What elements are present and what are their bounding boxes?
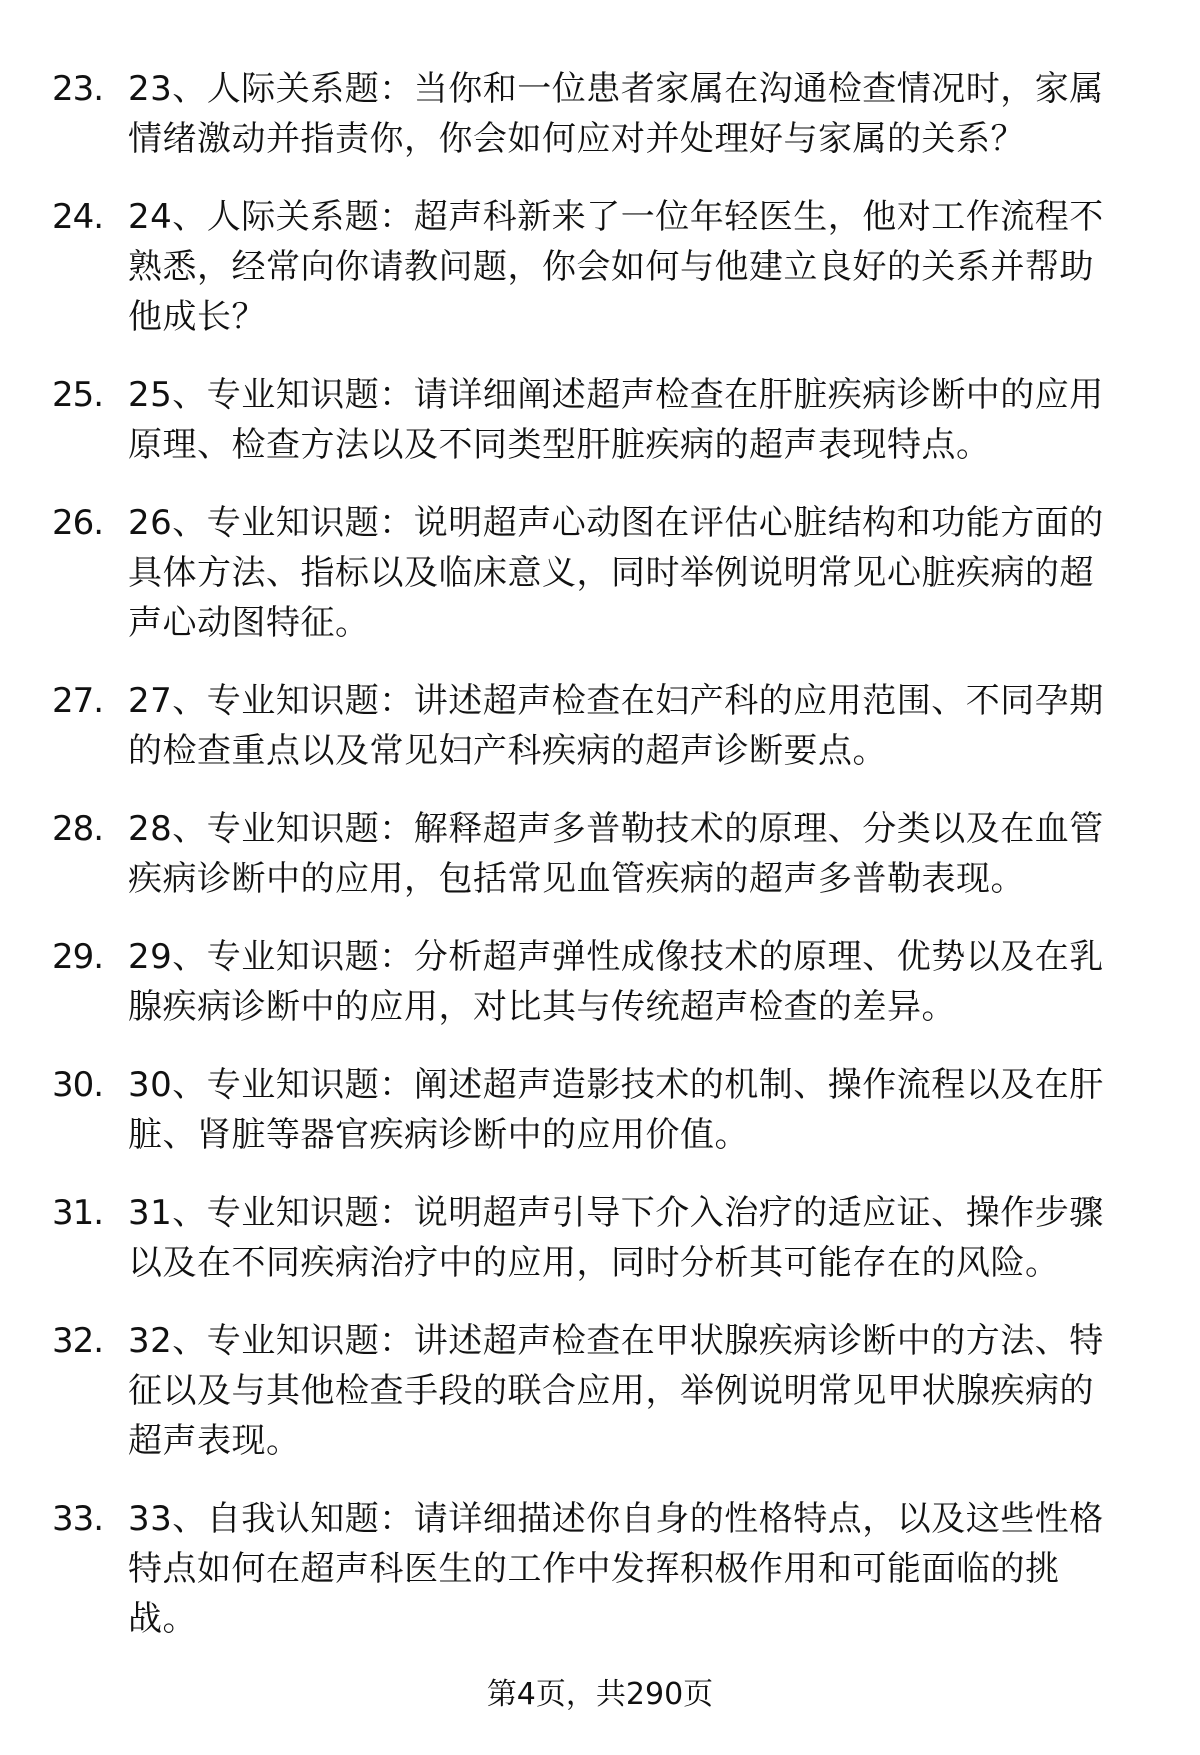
question-item	[0, 370, 1200, 470]
question-text-line: 情绪激动并指责你，你会如何应对并处理好与家属的关系？	[128, 119, 1025, 159]
question-list	[0, 64, 1200, 1672]
question-number: 24.	[52, 197, 104, 237]
page-footer: 第4页，共290页	[486, 1677, 714, 1712]
question-text-line: 24、人际关系题：超声科新来了一位年轻医生，他对工作流程不	[128, 197, 1104, 237]
question-text	[128, 804, 1168, 904]
question-text-line: 脏、肾脏等器官疾病诊断中的应用价值。	[128, 1115, 749, 1155]
question-text-line: 熟悉，经常向你请教问题，你会如何与他建立良好的关系并帮助	[128, 247, 1094, 287]
question-item	[0, 498, 1200, 648]
question-text-line: 具体方法、指标以及临床意义，同时举例说明常见心脏疾病的超	[128, 553, 1094, 593]
question-text-line: 特点如何在超声科医生的工作中发挥积极作用和可能面临的挑	[128, 1549, 1060, 1589]
question-text-line: 30、专业知识题：阐述超声造影技术的机制、操作流程以及在肝	[128, 1065, 1104, 1105]
question-text-line: 战。	[128, 1599, 197, 1639]
question-text	[128, 498, 1168, 648]
question-text-line: 原理、检查方法以及不同类型肝脏疾病的超声表现特点。	[128, 425, 991, 465]
question-text	[128, 1188, 1168, 1288]
question-item	[0, 1188, 1200, 1288]
question-text	[128, 1060, 1168, 1160]
question-text	[128, 192, 1168, 342]
question-item	[0, 804, 1200, 904]
question-number: 32.	[52, 1321, 104, 1361]
question-text	[128, 64, 1168, 164]
question-item	[0, 1494, 1200, 1644]
question-text	[128, 932, 1168, 1032]
question-text	[128, 676, 1168, 776]
question-number: 31.	[52, 1193, 104, 1233]
question-text-line: 28、专业知识题：解释超声多普勒技术的原理、分类以及在血管	[128, 809, 1104, 849]
question-text-line: 33、自我认知题：请详细描述你自身的性格特点，以及这些性格	[128, 1499, 1104, 1539]
question-text-line: 以及在不同疾病治疗中的应用，同时分析其可能存在的风险。	[128, 1243, 1060, 1283]
question-text-line: 26、专业知识题：说明超声心动图在评估心脏结构和功能方面的	[128, 503, 1104, 543]
question-text-line: 征以及与其他检查手段的联合应用，举例说明常见甲状腺疾病的	[128, 1371, 1094, 1411]
question-text-line: 他成长？	[128, 297, 266, 337]
question-number: 27.	[52, 681, 104, 721]
question-text-line: 25、专业知识题：请详细阐述超声检查在肝脏疾病诊断中的应用	[128, 375, 1104, 415]
question-text-line: 29、专业知识题：分析超声弹性成像技术的原理、优势以及在乳	[128, 937, 1104, 977]
question-number: 29.	[52, 937, 104, 977]
question-text	[128, 1494, 1168, 1644]
question-text-line: 27、专业知识题：讲述超声检查在妇产科的应用范围、不同孕期	[128, 681, 1104, 721]
question-text	[128, 1316, 1168, 1466]
question-text-line: 的检查重点以及常见妇产科疾病的超声诊断要点。	[128, 731, 887, 771]
question-number: 33.	[52, 1499, 104, 1539]
question-item	[0, 192, 1200, 342]
question-text-line: 23、人际关系题：当你和一位患者家属在沟通检查情况时，家属	[128, 69, 1104, 109]
question-number: 25.	[52, 375, 104, 415]
question-text-line: 声心动图特征。	[128, 603, 370, 643]
question-item	[0, 676, 1200, 776]
question-item	[0, 1316, 1200, 1466]
question-text-line: 超声表现。	[128, 1421, 301, 1461]
question-number: 30.	[52, 1065, 104, 1105]
question-text-line: 腺疾病诊断中的应用，对比其与传统超声检查的差异。	[128, 987, 956, 1027]
question-text-line: 31、专业知识题：说明超声引导下介入治疗的适应证、操作步骤	[128, 1193, 1104, 1233]
question-text	[128, 370, 1168, 470]
question-number: 23.	[52, 69, 104, 109]
question-item	[0, 932, 1200, 1032]
question-number: 28.	[52, 809, 104, 849]
question-number: 26.	[52, 503, 104, 543]
question-item	[0, 1060, 1200, 1160]
question-item	[0, 64, 1200, 164]
question-text-line: 32、专业知识题：讲述超声检查在甲状腺疾病诊断中的方法、特	[128, 1321, 1104, 1361]
question-text-line: 疾病诊断中的应用，包括常见血管疾病的超声多普勒表现。	[128, 859, 1025, 899]
